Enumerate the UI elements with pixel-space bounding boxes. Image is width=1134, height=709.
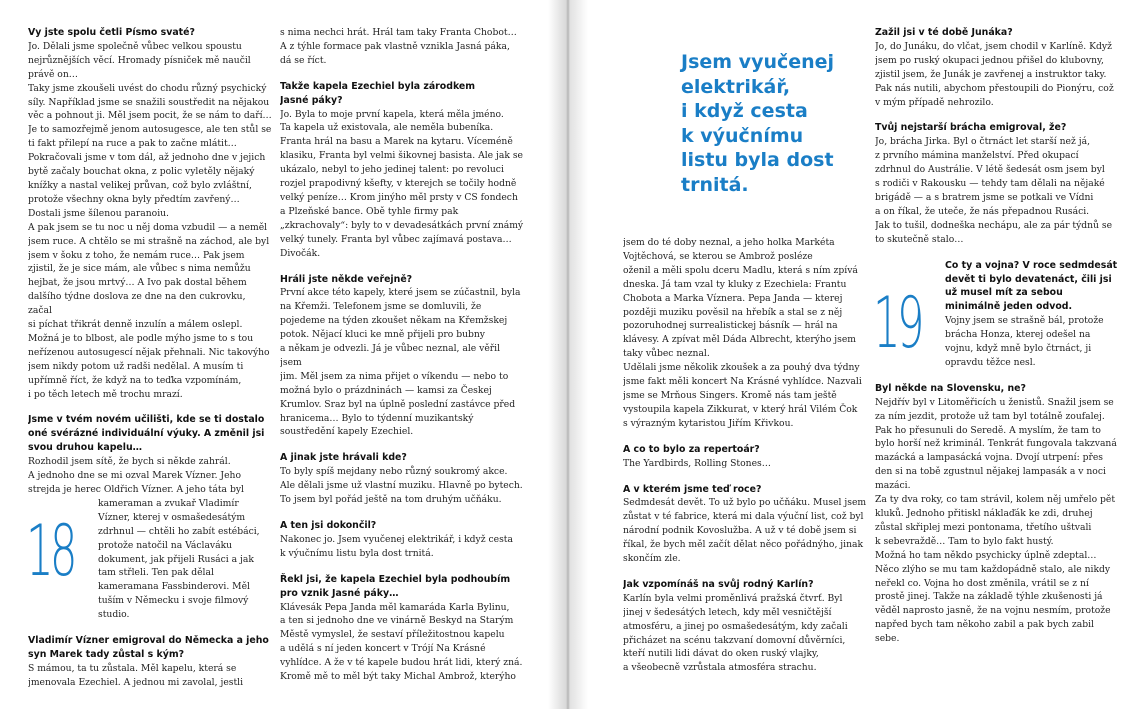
answer-text: Franta hrál na basu a Marek na kytaru. Víceméně [280,136,513,148]
answer-text: taky vůbec neznal. [623,348,710,360]
column-3 [623,236,873,696]
answer-text: Taky jsme zkoušeli uvést do chodu různý psychický [28,82,267,94]
answer-text: v mým případě nehrozilo. [875,96,994,108]
answer-text: zůstat v té fabrice, která mi dala výuční list, což byl [623,511,864,523]
answer-text: s výrazným kytaristou Jiřím Křivkou. [623,417,794,429]
answer-text: na Křemži. Telefonem jsme se domluvili, že [280,301,482,313]
answer-text: Rozhodil jsem sítě, že bych si někde zahrál. [28,456,231,468]
page-number-18: 18 [26,510,74,592]
interview-question: Jak vzpomínáš na svůj rodný Karlín? [623,578,814,590]
answer-text: a ten si jednoho dne ve vinárně Beskyd na Starým [280,615,514,627]
answer-text: kluků. Jednoho přitiskl náklaďák ke zdi, druhej [875,508,1093,519]
answer-text: sebe. [875,633,900,645]
interview-question: Tvůj nejstarší brácha emigroval, že? [875,122,1067,134]
answer-text: ukázalo, nebyl to jeho jedinej talent: po revoluci [280,164,504,176]
answer-text: První akce této kapely, které jsem se zúčastnil, byla [280,287,521,299]
answer-text: jsem v šoku z toho, že nemám ruce… Pak jsem [28,249,245,261]
answer-text: jsem nikdy potom už radši nedělal. A musím ti [28,360,244,372]
answer-text: The Yardbirds, Rolling Stones… [623,457,771,469]
answer-text: jmenovala Ezechiel. A jednou mi zavolal, jestli [28,676,244,688]
answer-text: Pokračovali jsme v tom dál, až jednoho dne v jejich [28,152,266,164]
answer-text: síly. Například jsme se snažili soustředit na nějakou [28,96,270,108]
answer-text: Něco zlýho se mu tam každopádně stalo, ale nikdy [875,563,1111,575]
answer-text: k sebevraždě… Tam to bylo fakt hustý. [875,535,1054,547]
answer-text: s rodiči v Rakousku — tehdy tam dělali na nějaké [875,178,1105,190]
answer-text: hejbat, že jsou mrtvý… A Ivo pak dostal během [28,277,247,289]
answer-text: Divočák. [280,247,321,259]
page-number-19: 19 [873,282,921,364]
answer-text: soustředění kapely Ezechiel. [280,426,414,438]
answer-text: věděl naprosto jasně, že na vojnu nesmím, protože [875,605,1111,617]
answer-text: Sedmdesát devět. To už bylo po učňáku. Musel jsem [623,497,867,509]
answer-text: bylo horší než kriminál. Tenkrát fungovala takzvaná [875,438,1117,450]
answer-text: dneska. Já tam vzal ty kluky z Ezechiela: Frantu [623,278,847,290]
answer-text: neřízenou autosugescí nějak přehnali. Nic takovýho [28,346,270,358]
answer-text: jinej v šedesátých letech, kdy měl vesničtější [623,606,832,618]
answer-text: Možná je to blbost, ale podle mýho jsme to s tou [28,332,254,344]
answer-text: knížky a nastal velikej průvan, což bylo zvláštní, [28,179,252,191]
answer-text: Dostali jsme šílenou paranoiu. [28,207,169,219]
answer-text: Vojny jsem se strašně bál, protože [945,315,1104,327]
answer-text: Ta kapela už existovala, ale neměla bubeníka. [280,122,494,134]
interview-question: pro vznik Jasné páky… [280,587,399,599]
interview-question: Vy jste spolu četli Písmo svaté? [28,27,195,38]
interview-question: Zažil jsi v té době Junáka? [875,27,1013,38]
answer-text: z prvního máminа manželství. Před okupací [875,150,1079,162]
answer-text: rozjel prapodivný kšefty, v kterejch se točily hodně [280,178,517,190]
answer-text: pozoruhodnej surrealistickej básník — hrál na [623,320,838,332]
right-page [568,0,1134,709]
answer-text: možná bylo o prázdninách — kamsi za Českej [280,384,492,396]
pull-quote-line: listu byla dost [681,149,834,171]
answer-text: Možná ho tam někdo psychicky úplně zdeptal… [875,549,1097,561]
interview-question: Jsme v tvém novém učilišti, kde se ti dostalo [28,414,265,426]
answer-text: tam střleli. Ten pak dělal [98,567,214,579]
answer-text: bytě začaly bouchat okna, z polic vyletěly nějaký [28,166,255,178]
interview-question: Jasné páky? [280,94,343,106]
answer-text: Městě vymyslel, že sestaví příležitostnou kapelu [280,629,505,641]
answer-text: jsme fakt měli koncert Na Krásné vyhlídce. Nazvali [623,376,862,388]
answer-text: říkal, že bych měl začít dělat něco pořádnýho, jinak [623,539,864,551]
answer-text: protože všechny okna byly předtím zavřený… [28,193,240,205]
answer-text: S mámou, ta tu zůstala. Měl kapelu, která se [28,662,237,674]
answer-text: zjistil, že je sice mám, ale vůbec s nima nemůžu [28,263,251,275]
answer-text: Jo. Dělali jsme společně vůbec velkou spoustu [28,40,242,52]
answer-text: zjistil jsem, že Junák je zavřenej a instruktor taky. [875,68,1107,80]
answer-text: věc a pohnout ji. Měl jsem pocit, že se nám to daří… [28,110,272,122]
interview-question: Vladimír Vízner emigroval do Německa a jeho [28,635,269,647]
answer-text: Je to samozřejmě jenom autosugesce, ale ten stůl se [28,124,272,136]
answer-text: vyhlídce. A že v té kapele budou hrát lidi, který zná. [280,657,523,669]
answer-text: atmosféru, a jinej po osmašedesátým, kdy začali [623,620,848,632]
interview-question: A jinak jste hrávali kde? [280,452,407,464]
pull-quote-line: i když cesta [681,100,808,122]
answer-text: A jednoho dne se mi ozval Marek Vízner. Jeho [28,470,241,482]
answer-text: jsem po ruský okupaci jednou přišel do klubovny, [875,54,1104,66]
answer-text: A pak jsem se tu noc u něj doma vzbudil — a neměl [28,221,268,233]
answer-text: opravdu těžce nesl. [945,356,1036,368]
answer-text: Vojtěchová, se kterou se Ambrož posléze [623,250,813,262]
answer-text: neřekl co. Vojna ho dost změnila, vrátil se z ní [875,577,1089,589]
answer-text: velký tunely. Franta byl vůbec zajímavá postava… [280,233,512,245]
answer-text: den si na tobě zgustnul nějakej lampasák a v noci [875,466,1106,478]
answer-text: mazácká a lampasácká vojna. Dvojí utrpení: přes [875,452,1104,464]
answer-text: právě on… [28,68,78,80]
answer-text: strejda je herec Oldřich Vízner. A jeho táta byl [28,484,244,495]
interview-question: Co ty a vojna? V roce sedmdesát [945,259,1118,271]
answer-text: s nima nechci hrát. Hrál tam taky Franta Chobot… [280,27,517,38]
answer-text: klávesy. A zpívat měl Dáda Albrecht, kterýho jsem [623,334,857,346]
answer-text: Jo, do Junáku, do vlčat, jsem chodil v Karlíně. Když [875,40,1112,52]
interview-question: Hráli jste někde veřejně? [280,273,413,285]
answer-text: protože natočil na Václaváku [98,539,233,551]
answer-text: Krumlov. Sraz byl na úplně poslední zastávce před [280,398,516,410]
interview-question: A co to bylo za repertoár? [623,443,760,455]
interview-question: devět ti bylo devatenáct, čili jsi [945,273,1112,285]
answer-text: dá se říct. [280,54,327,66]
interview-question: už musel mít za sebou [945,287,1063,299]
pull-quote-line: Jsem vyučenej [681,51,835,73]
answer-text: oženil a měli spolu dceru Madlu, která s ním zpívá [623,264,858,276]
answer-text: a Plzeňské bance. Obě tyhle firmy pak [280,205,459,217]
answer-text: To jsem byl pořád ještě na tom druhým učňáku. [280,494,502,506]
answer-text: Udělali jsme několik zkoušek a za pouhý dva týdny [623,362,860,374]
answer-text: to skutečně stalo… [875,233,964,245]
answer-text: A z týhle formace pak vlastně vznikla Jasná páka, [280,40,510,52]
interview-question: A v kterém jsme teď roce? [623,483,762,495]
answer-text: „zkrachovaly“: byly to v devadesátkách první známý [280,219,524,231]
answer-text: a on říkal, že uteče, že nás přepadnou Rusáci. [875,205,1090,217]
interview-question: syn Marek tady zůstal s kým? [28,648,185,660]
answer-text: ti fakt přilepí na ruce a pak to začne mlátit… [28,138,237,150]
answer-text: si píchat třikrát denně inzulín a málem oslepl. [28,319,243,331]
answer-text: Pak nás nutili, abychom přestoupili do Pionýru, což [875,82,1114,94]
answer-text: dalšího týdne doslova ze dne na den cukrovku, začal [28,291,246,317]
answer-text: jsem do té doby neznal, a jeho holka Markéta [623,237,835,248]
interview-question: A ten jsi dokončil? [280,520,377,531]
answer-text: nejrůznějších věcí. Hromady písniček mě naučil [28,54,251,66]
answer-text: potok. Nějací kluci ke mně přijeli pro bubny [280,329,485,341]
column-2 [280,26,524,706]
answer-text: brigádě — a s bratrem jsme se potkali ve Vídni [875,191,1094,203]
answer-text: pojedeme na týden zkoušet někam na Křemžskej [280,315,508,327]
answer-text: vojnu, když mně bylo čtrnáct, ji [945,343,1092,355]
answer-text: kameramana Fassbinderovi. Měl [98,581,250,593]
answer-text: přicházet na scénu takzvaní domovní důvěrníci, [623,634,846,646]
answer-text: Karlín byla velmi proměnlivá pražská čtvrť. Byl [623,592,843,604]
answer-text: a někam je odvezli. Já je vůbec neznal, ale věřil jsem [280,343,501,368]
answer-text: Chobota a Marka Víznera. Pepa Janda — kterej [623,292,843,304]
column-1 [28,26,272,706]
answer-text: Nejdřív byl v Litoměřicích u ženistů. Snažil jsem se [875,396,1114,408]
answer-text: napřed bych tam někoho zabil a pak bych zabil [875,619,1094,631]
answer-text: prostě jinej. Takže na základě týhle zkušenosti já [875,591,1103,603]
answer-text: Pak ho přesunuli do Seredě. A myslím, že tam to [875,424,1101,436]
answer-text: k výučnímu listu byla dost trnitá. [280,547,434,559]
answer-text: jsem ruce. A chtělo se mi strašně na záchod, ale byl [28,235,270,247]
answer-text: Vízner, kterej v osmašedesátým [98,511,246,523]
interview-question: svou druhou kapelu… [28,442,143,454]
left-page [0,0,565,709]
answer-text: brácha Honza, kterej odešel na [945,329,1091,341]
interview-question: minimálně jeden odvod. [945,301,1073,313]
interview-question: Řekl jsi, že kapela Ezechiel byla podhoubím [280,573,511,585]
book-gutter [548,0,588,709]
answer-text: klasiku, Franta byl velmi šikovnej basista. Ale jak se [280,150,523,162]
answer-text: Ale dělali jsme už vlastní muziku. Hlavně po bytech. [280,480,523,492]
answer-text: skončím zle. [623,553,681,565]
answer-text: To byly spíš mejdany nebo různý soukromý akce. [280,466,508,478]
answer-text: kteří nutili lidi dávat do oken ruský vlajky, [623,648,819,660]
answer-text: Za ty dva roky, co tam strávil, kolem něj umřelo pět [875,494,1116,506]
answer-text: dokument, jak přijeli Rusáci a jak [98,553,254,565]
answer-text: vystoupila kapela Zikkurat, v který hrál Vilém Čok [623,403,858,415]
answer-text: velký peníze… Krom jinýho měl prsty v CS fondech [280,191,518,203]
answer-text: upřímně říct, že když na to teďka vzpomínám, [28,374,242,386]
answer-text: později muziku pověsil na hřebík a stal se z něj [623,306,843,318]
answer-text: jim. Měl jsem za nima přijet o víkendu — nebo to [280,370,509,382]
answer-text: jsme se Mrňous Singers. Kromě nás tam ještě [623,389,837,401]
answer-text: zdrhnul — chtěli ho zabít estébáci, [98,525,260,537]
answer-text: za ním jezdit, protože už tam byl totálně zoufalej. [875,410,1105,422]
interview-question: Byl někde na Slovensku, ne? [875,382,1026,394]
answer-text: a udělá s ní jeden koncert v Trójí Na Krásné [280,643,486,655]
answer-text: národní podnik Kovoslužba. A už v té době jsem si [623,525,857,537]
answer-text: Nakonec jo. Jsem vyučenej elektrikář, i když cesta [280,533,513,545]
interview-question: oné svérázné individuální výuky. A změnil jsi [28,428,265,440]
answer-text: zůstal skřiplej mezi pontonama, třetího uštvali [875,521,1092,533]
answer-text: studio. [98,609,130,621]
answer-text: Klávesák Pepa Janda měl kamaráda Karla Bylinu, [280,601,510,613]
answer-text: Jo, brácha Jirka. Byl o čtrnáct let starší než já, [875,136,1091,148]
pull-quote-line: elektrikář, [681,75,791,98]
pull-quote [681,50,871,197]
answer-text: hranicema… Bylo to týdenní muzikantský [280,412,474,424]
answer-text: zdrhnul do Austrálie. V létě šedesát osm jsem byl [875,164,1105,176]
answer-text: tuším v Německu i svoje filmový [98,595,249,607]
interview-question: Takže kapela Ezechiel byla zárodkem [280,80,476,92]
pull-quote-line: k výučnímu [681,124,804,147]
pull-quote-line: trnitá. [681,173,749,196]
answer-text: mazáci. [875,480,911,492]
answer-text: a všeobecně vzrůstala atmosféra strachu. [623,662,817,674]
answer-text: kameraman a zvukař Vladimír [98,497,239,509]
answer-text: i po těch letech mě trochu mrazí. [28,388,183,400]
answer-text: Kromě mě to měl být taky Michal Ambrož, kterýho [280,671,516,683]
answer-text: Jo. Byla to moje první kapela, která měla jméno. [280,108,504,120]
column-4 [875,26,1134,706]
answer-text: Jak to tušil, dodneška nechápu, ale za pár týdnů se [875,219,1113,231]
